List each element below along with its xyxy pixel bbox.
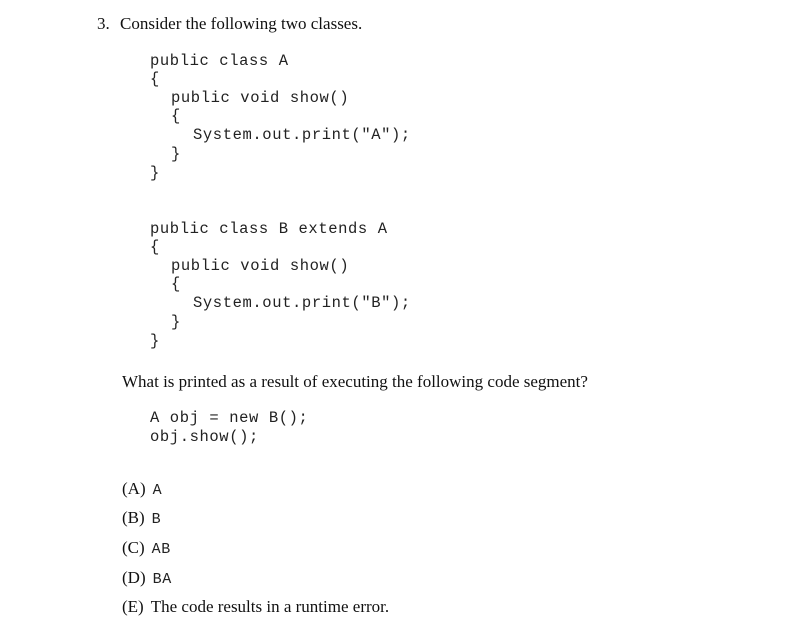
code-line: public void show() (171, 257, 350, 275)
code-line: System.out.print("A"); (193, 126, 411, 144)
choice-letter: (C) (122, 538, 145, 557)
followup-question: What is printed as a result of executing the following code segment? (122, 372, 588, 391)
code-line: public void show() (171, 89, 350, 107)
choice-a[interactable] (122, 480, 162, 498)
choice-letter: (E) (122, 597, 144, 616)
code-line: { (171, 275, 181, 293)
code-line: obj.show(); (150, 428, 259, 446)
choice-text: A (152, 482, 163, 499)
question-number: 3. (97, 14, 110, 33)
code-line: } (171, 313, 181, 331)
code-line: } (150, 332, 160, 350)
code-line: A obj = new B(); (150, 409, 309, 427)
choice-text: BA (152, 571, 172, 588)
code-line: public class A (150, 52, 289, 70)
choice-e[interactable] (122, 598, 389, 615)
choice-letter: (A) (122, 479, 146, 498)
choice-b[interactable] (122, 509, 161, 527)
code-line: { (150, 70, 160, 88)
choice-letter: (D) (122, 568, 146, 587)
choice-letter: (B) (122, 508, 145, 527)
code-line: { (171, 107, 181, 125)
question-header (97, 15, 362, 32)
code-line: { (150, 238, 160, 256)
choice-text: B (151, 511, 162, 528)
code-line: public class B extends A (150, 220, 388, 238)
question-prompt: Consider the following two classes. (120, 14, 363, 33)
code-line: } (171, 145, 181, 163)
choice-d[interactable] (122, 569, 172, 587)
code-line: } (150, 164, 160, 182)
choice-c[interactable] (122, 539, 171, 557)
choice-text: The code results in a runtime error. (150, 597, 390, 616)
code-line: System.out.print("B"); (193, 294, 411, 312)
choice-text: AB (151, 541, 171, 558)
